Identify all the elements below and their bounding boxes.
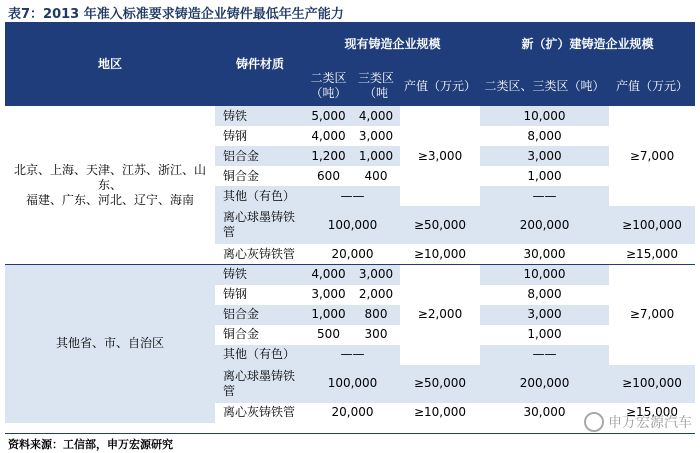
new-zones-cell: 3,000 [480, 305, 609, 325]
zone3-cell: 3,000 [352, 265, 400, 285]
new-zones-cell: 3,000 [480, 146, 609, 166]
header-material: 铸件材质 [215, 22, 305, 106]
table-row [5, 265, 695, 285]
output-cell: ≥2,000 [400, 265, 480, 365]
zone2-cell: 3,000 [305, 285, 352, 305]
zone3-cell: 4,000 [352, 106, 400, 126]
watermark-text: 申万宏源汽车 [608, 415, 692, 431]
output-cell: ≥50,000 [400, 365, 480, 403]
region-cell: 北京、上海、天津、江苏、浙江、山东、 福建、广东、河北、辽宁、海南 [5, 106, 215, 265]
zone23-cell: 20,000 [305, 403, 400, 423]
wechat-logo-icon [584, 412, 604, 432]
new-zones-cell: 200,000 [480, 365, 609, 403]
header-region: 地区 [5, 22, 215, 106]
zone2-cell: 5,000 [305, 106, 352, 126]
output-cell: ≥50,000 [400, 206, 480, 244]
zone2-cell: 1,200 [305, 146, 352, 166]
material-cell: 铸铁 [215, 106, 305, 126]
zone3-cell: 3,000 [352, 126, 400, 146]
material-cell: 铝合金 [215, 146, 305, 166]
output-cell: ≥10,000 [400, 244, 480, 264]
material-cell: 铸钢 [215, 126, 305, 146]
output-cell: ≥10,000 [400, 403, 480, 423]
material-cell: 铜合金 [215, 325, 305, 345]
zone3-cell: 800 [352, 305, 400, 325]
new-zones-cell: 10,000 [480, 106, 609, 126]
source-note: 资料来源：工信部，申万宏源研究 [8, 438, 173, 451]
new-output-cell: ≥7,000 [609, 106, 695, 206]
new-output-cell: ≥15,000 [609, 403, 695, 423]
header-new: 新（扩）建铸造企业规模 [480, 22, 695, 66]
new-zones-cell: 30,000 [480, 244, 609, 264]
zone3-cell: 1,000 [352, 146, 400, 166]
zone23-cell: 100,000 [305, 365, 400, 403]
new-zones-cell: —— [480, 186, 609, 206]
material-cell: 铜合金 [215, 166, 305, 186]
material-cell: 铸铁 [215, 265, 305, 285]
zone23-cell: —— [305, 186, 400, 206]
new-zones-cell: 30,000 [480, 403, 609, 423]
capacity-table [5, 22, 695, 423]
zone2-cell: 1,000 [305, 305, 352, 325]
new-zones-cell: 1,000 [480, 166, 609, 186]
zone2-cell: 500 [305, 325, 352, 345]
zone23-cell: —— [305, 345, 400, 365]
footer-divider [5, 433, 695, 434]
region-cell: 其他省、市、自治区 [5, 265, 215, 423]
zone3-cell: 300 [352, 325, 400, 345]
new-zones-cell: 200,000 [480, 206, 609, 244]
header-existing: 现有铸造企业规模 [305, 22, 480, 66]
new-zones-cell: 8,000 [480, 285, 609, 305]
header-new-output: 产值（万元） [609, 66, 695, 106]
material-cell: 离心灰铸铁管 [215, 244, 305, 264]
zone23-cell: 20,000 [305, 244, 400, 264]
material-cell: 其他（有色） [215, 186, 305, 206]
zone2-cell: 4,000 [305, 126, 352, 146]
new-zones-cell: 8,000 [480, 126, 609, 146]
zone2-cell: 600 [305, 166, 352, 186]
zone2-cell: 4,000 [305, 265, 352, 285]
material-cell: 离心球墨铸铁 管 [215, 365, 305, 403]
header-zone3: 三类区 （吨 [352, 66, 400, 106]
header-new-zones: 二类区、三类区（吨） [480, 66, 609, 106]
new-output-cell: ≥7,000 [609, 265, 695, 365]
new-output-cell: ≥15,000 [609, 244, 695, 264]
material-cell: 离心球墨铸铁 管 [215, 206, 305, 244]
output-cell: ≥3,000 [400, 106, 480, 206]
material-cell: 铸钢 [215, 285, 305, 305]
new-zones-cell: 10,000 [480, 265, 609, 285]
table-row [5, 106, 695, 126]
material-cell: 离心灰铸铁管 [215, 403, 305, 423]
header-output: 产值（万元） [400, 66, 480, 106]
table-title: 表7：2013 年准入标准要求铸造企业铸件最低年生产能力 [8, 7, 344, 22]
watermark [584, 412, 692, 432]
header-zone2: 二类区 （吨） [305, 66, 352, 106]
material-cell: 铝合金 [215, 305, 305, 325]
material-cell: 其他（有色） [215, 345, 305, 365]
zone3-cell: 400 [352, 166, 400, 186]
new-output-cell: ≥100,000 [609, 206, 695, 244]
new-zones-cell: 1,000 [480, 325, 609, 345]
new-zones-cell: —— [480, 345, 609, 365]
zone3-cell: 2,000 [352, 285, 400, 305]
new-output-cell: ≥100,000 [609, 365, 695, 403]
zone23-cell: 100,000 [305, 206, 400, 244]
